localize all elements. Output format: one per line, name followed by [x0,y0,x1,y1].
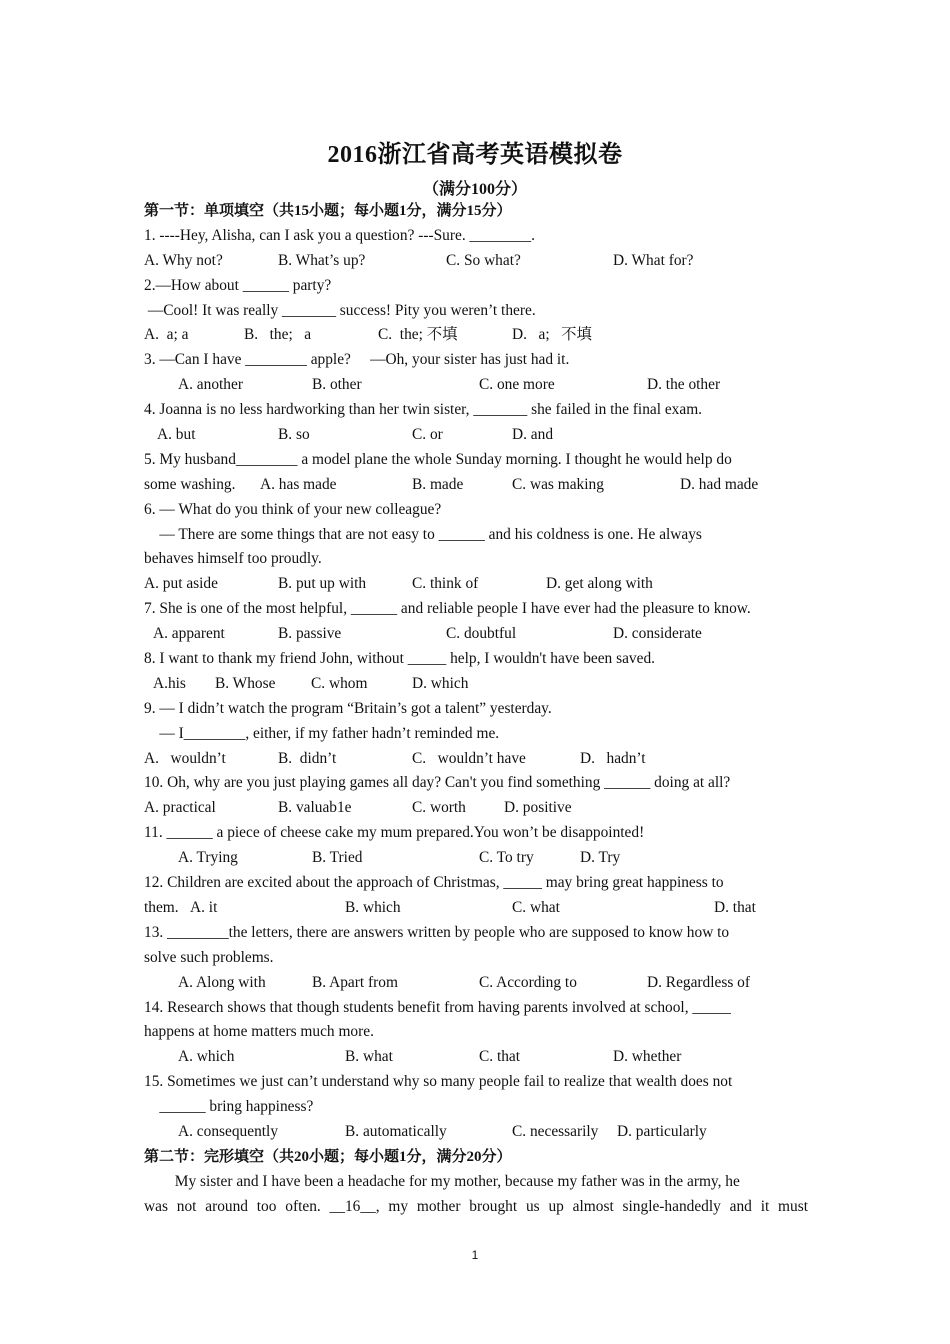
question-6-options [144,572,808,597]
question-11-stem: 11. ______ a piece of cheese cake my mum prepared.You won’t be disappointed! [144,824,645,842]
option-b: B. the; a [244,326,312,344]
option-c: C. To try [479,849,534,867]
question-13-options [144,971,808,996]
option-c: C. necessarily [512,1122,599,1140]
option-c: C. According to [479,973,577,991]
option-b: B. Apart from [312,973,398,991]
question-10-stem: 10. Oh, why are you just playing games all day? Can't you find something ______ doing at all? [144,774,731,792]
option-d: D. hadn’t [580,749,646,767]
option-a: A. put aside [144,575,218,593]
option-c: C. what [512,898,560,916]
question-2-stem: 2.—How about ______ party? [144,276,332,294]
option-d: D. What for? [613,251,694,269]
question-13-stem: 13. ________the letters, there are answers written by people who are supposed to know how to [144,923,730,941]
option-d: D. particularly [617,1122,707,1140]
question-7-options [144,622,808,647]
question-4-options [144,423,808,448]
option-a: A. Along with [178,973,266,991]
question-6-stem-end: behaves himself too proudly. [144,550,322,568]
option-a: A.his [153,674,186,692]
question-9-stem: 9. — I didn’t watch the program “Britain’s got a talent” yesterday. [144,699,552,717]
option-b: B. Whose [215,674,276,692]
option-a: A. but [157,426,196,444]
page-subtitle: （满分100分） [422,181,527,198]
option-c: C. So what? [446,251,521,269]
option-a: A. Trying [178,849,238,867]
option-c: C. whom [311,674,368,692]
option-a: A. practical [144,799,216,817]
option-b: B. made [412,475,464,493]
option-a: A. which [178,1048,235,1066]
question-4-stem: 4. Joanna is no less hardworking than her twin sister, _______ she failed in the final exam. [144,401,703,419]
question-14-options [144,1045,808,1070]
question-9-options [144,747,808,772]
question-5-stem-cont [144,473,808,498]
option-b: B. automatically [345,1122,447,1140]
question-12-stem: 12. Children are excited about the approach of Christmas, _____ may bring great happiness to [144,874,724,892]
question-3-stem: 3. —Can I have ________ apple? —Oh, your sister has just had it. [144,351,570,369]
question-2-options [144,323,808,348]
option-d: D. Try [580,849,621,867]
option-b: B. put up with [278,575,367,593]
page-title: 2016浙江省高考英语模拟卷 [327,142,623,168]
option-a: A. apparent [153,625,225,643]
option-d: D. the other [647,376,721,394]
option-b: B. Tried [312,849,363,867]
option-b: B. other [312,376,362,394]
section-heading-2: 第二节：完形填空（共20小题；每小题1分，满分20分） [144,1148,512,1165]
question-10-options [144,796,808,821]
option-a: A. has made [260,475,337,493]
option-c: C. doubtful [446,625,517,643]
question-5-stem: 5. My husband________ a model plane the whole Sunday morning. I thought he would help do [144,450,732,468]
option-c: C. the; 不填 [378,326,458,344]
option-d: D. whether [613,1048,682,1066]
question-8-options [144,672,808,697]
option-c: C. was making [512,475,604,493]
option-b: B. so [278,426,310,444]
question-9-stem-cont: — I________, either, if my father hadn’t reminded me. [144,724,500,742]
page-number: 1 [471,1248,479,1262]
question-1-stem: 1. ----Hey, Alisha, can I ask you a question? ---Sure. ________. [144,226,535,244]
option-b: B. passive [278,625,342,643]
question-14-stem-cont: happens at home matters much more. [144,1023,374,1041]
option-b: B. what [345,1048,393,1066]
option-c: C. that [479,1048,521,1066]
option-d: D. get along with [546,575,653,593]
option-b: B. didn’t [278,749,337,767]
question-3-options [144,373,808,398]
option-a: A. consequently [178,1122,279,1140]
option-c: C. or [412,426,443,444]
question-15-stem-cont: ______ bring happiness? [144,1098,314,1116]
option-a: A. wouldn’t [144,749,226,767]
question-6-stem-cont: — There are some things that are not easy to ______ and his coldness is one. He always [144,525,702,543]
option-b: B. which [345,898,401,916]
question-12-stem-cont [144,896,808,921]
question-1-options [144,249,808,274]
option-a: A. it [190,898,218,916]
question-7-stem: 7. She is one of the most helpful, ______ and reliable people I have ever had the pleasure to know. [144,600,751,618]
question-14-stem: 14. Research shows that though students benefit from having parents involved at school, _____ [144,998,731,1016]
question-8-stem: 8. I want to thank my friend John, without _____ help, I wouldn't have been saved. [144,650,655,668]
option-d: D. positive [504,799,572,817]
question-15-stem: 15. Sometimes we just can’t understand why so many people fail to realize that wealth does not [144,1073,733,1091]
option-d: D. which [412,674,469,692]
question-13-stem-cont: solve such problems. [144,948,274,966]
option-d: D. that [714,898,756,916]
option-a: A. Why not? [144,251,223,269]
option-a: A. a; a [144,326,189,344]
option-b: B. What’s up? [278,251,366,269]
option-d: D. had made [680,475,759,493]
option-a: A. another [178,376,243,394]
option-d: D. Regardless of [647,973,751,991]
option-c: C. one more [479,376,555,394]
passage-line-1: My sister and I have been a headache for my mother, because my father was in the army, he [144,1172,740,1190]
option-d: D. a; 不填 [512,326,592,344]
passage-line-2: was not around too often. __16__, my mother brought us up almost single-handedly and it must [144,1197,808,1215]
option-d: D. and [512,426,554,444]
question-2-stem-cont: —Cool! It was really _______ success! Pity you weren’t there. [144,301,536,319]
section-heading-1: 第一节：单项填空（共15小题；每小题1分，满分15分） [144,203,512,219]
option-b: B. valuab1e [278,799,352,817]
question-15-options [144,1120,808,1145]
option-c: C. wouldn’t have [412,749,526,767]
option-c: C. worth [412,799,466,817]
option-c: C. think of [412,575,479,593]
question-11-options [144,846,808,871]
option-d: D. considerate [613,625,702,643]
question-5-stem-end: some washing. [144,475,236,493]
exam-content [144,199,808,1220]
question-12-stem-end: them. [144,898,179,916]
question-6-stem: 6. — What do you think of your new colleague? [144,500,442,518]
